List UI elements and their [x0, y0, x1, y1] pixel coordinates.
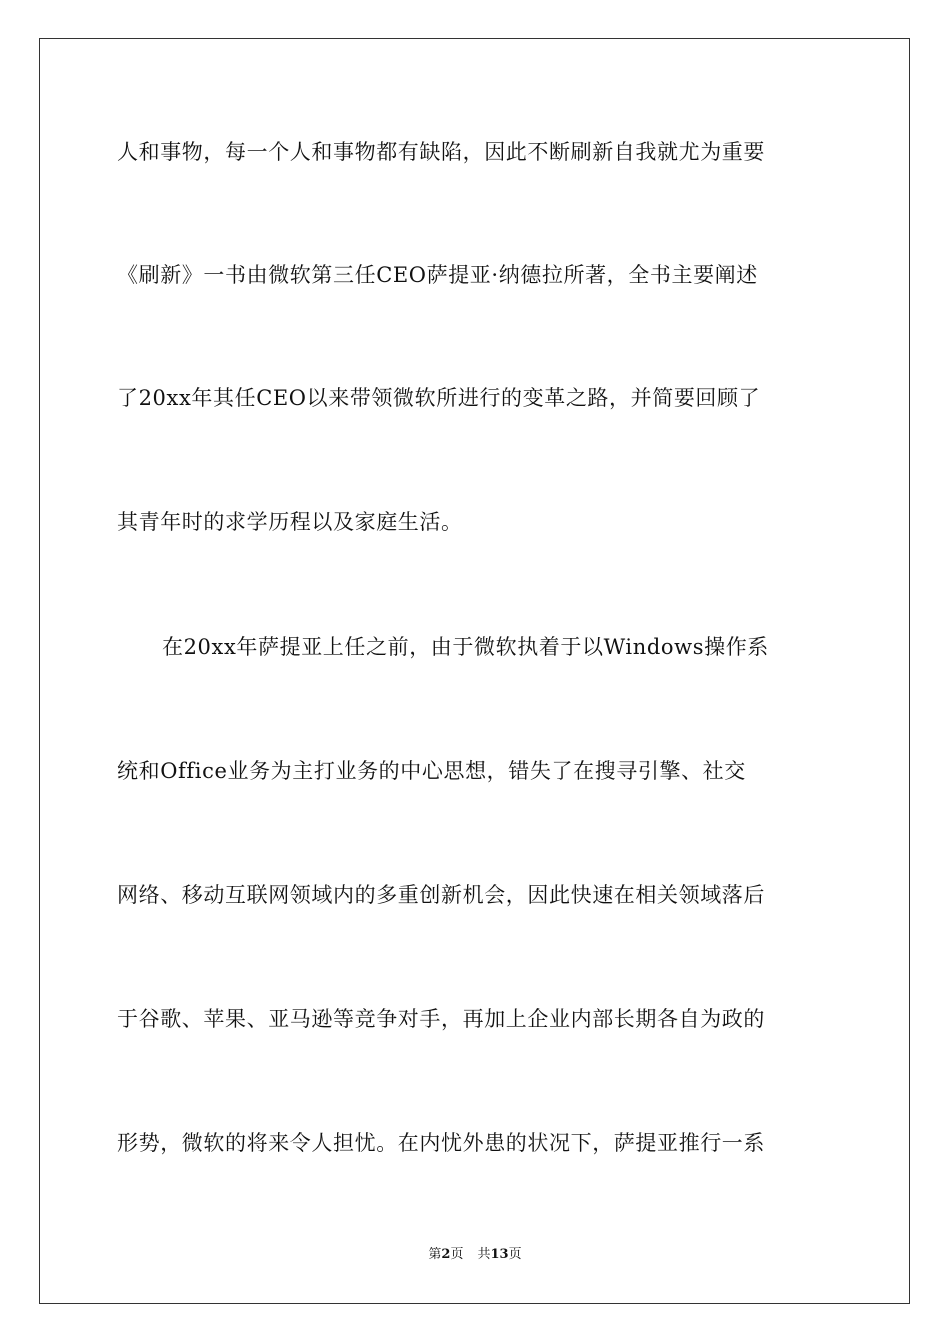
total-suffix: 页 — [508, 1247, 522, 1262]
body-text-line: 《刷新》一书由微软第三任CEO萨提亚·纳德拉所著，全书主要阐述 — [117, 263, 758, 287]
page-prefix: 第 — [428, 1247, 442, 1262]
page-border — [39, 38, 910, 1304]
body-text-line: 其青年时的求学历程以及家庭生活。 — [117, 510, 463, 534]
body-text-line: 于谷歌、苹果、亚马逊等竞争对手，再加上企业内部长期各自为政的 — [117, 1007, 765, 1031]
paragraph-first-line: 在20xx年萨提亚上任之前，由于微软执着于以Windows操作系 — [162, 635, 769, 659]
body-text-line: 人和事物，每一个人和事物都有缺陷，因此不断刷新自我就尤为重要 — [117, 140, 765, 164]
body-text-line: 形势，微软的将来令人担忧。在内忧外患的状况下，萨提亚推行一系 — [117, 1131, 765, 1155]
total-pages: 13 — [490, 1247, 509, 1262]
total-prefix: 共 — [477, 1247, 491, 1262]
body-text-line: 了20xx年其任CEO以来带领微软所进行的变革之路，并简要回顾了 — [117, 386, 761, 410]
body-text-line: 统和Office业务为主打业务的中心思想，错失了在搜寻引擎、社交 — [117, 759, 746, 783]
page-number: 2 — [441, 1247, 451, 1262]
body-text-line: 网络、移动互联网领域内的多重创新机会，因此快速在相关领域落后 — [117, 883, 765, 907]
page-suffix: 页 — [450, 1247, 464, 1262]
page-footer — [0, 1246, 950, 1264]
